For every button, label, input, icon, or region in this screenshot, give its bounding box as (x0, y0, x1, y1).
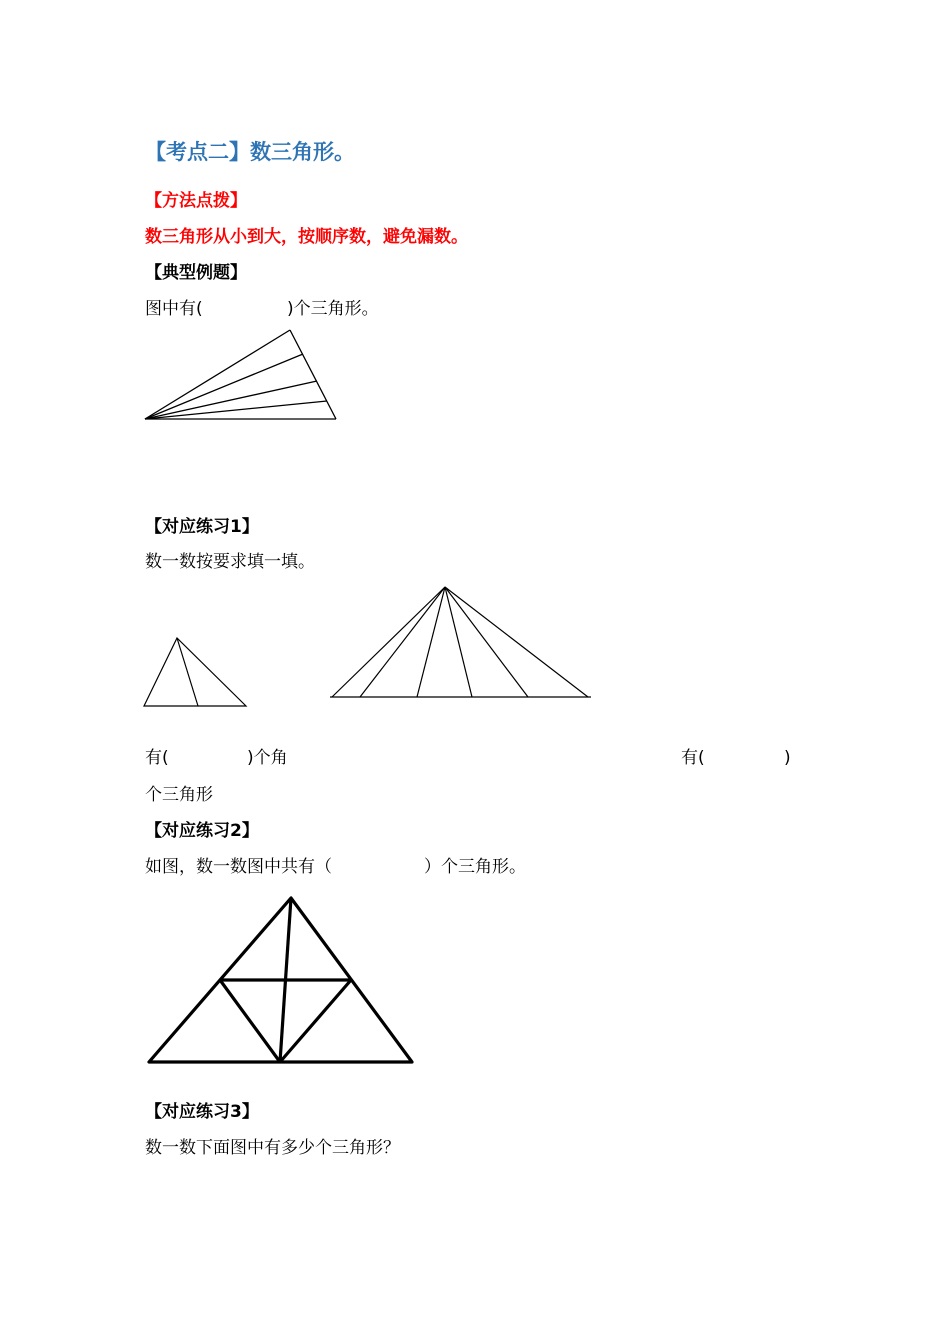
section-title: 【考点二】数三角形。 (145, 140, 355, 164)
method-text: 数三角形从小到大，按顺序数，避免漏数。 (145, 227, 468, 247)
example-question-end: )个三角形。 (287, 299, 379, 319)
exercise2-question-end: ）个三角形。 (424, 857, 526, 877)
exercise1-left-answer-end: )个角 (247, 748, 288, 768)
exercise1-heading: 【对应练习1】 (145, 517, 259, 537)
exercise2-question-start: 如图，数一数图中共有（ (145, 857, 332, 877)
exercise1-small-triangle (144, 638, 246, 706)
example-heading: 【典型例题】 (145, 263, 247, 283)
exercise1-right-answer-start: 有( (681, 748, 705, 768)
exercise1-left-answer-start: 有( (145, 748, 169, 768)
method-heading: 【方法点拨】 (145, 191, 247, 211)
exercise1-right-answer-unit: 个三角形 (145, 785, 213, 805)
exercise2-heading: 【对应练习2】 (145, 821, 259, 841)
example-fan-figure (145, 330, 336, 419)
exercise3-question: 数一数下面图中有多少个三角形？ (145, 1138, 400, 1158)
exercise1-instruction: 数一数按要求填一填。 (145, 552, 315, 572)
exercise2-triangle-figure (149, 898, 412, 1062)
exercise1-right-answer-end: ) (784, 748, 791, 768)
exercise1-fan-triangle (330, 587, 591, 697)
example-question-start: 图中有( (145, 299, 203, 319)
exercise3-heading: 【对应练习3】 (145, 1102, 259, 1122)
